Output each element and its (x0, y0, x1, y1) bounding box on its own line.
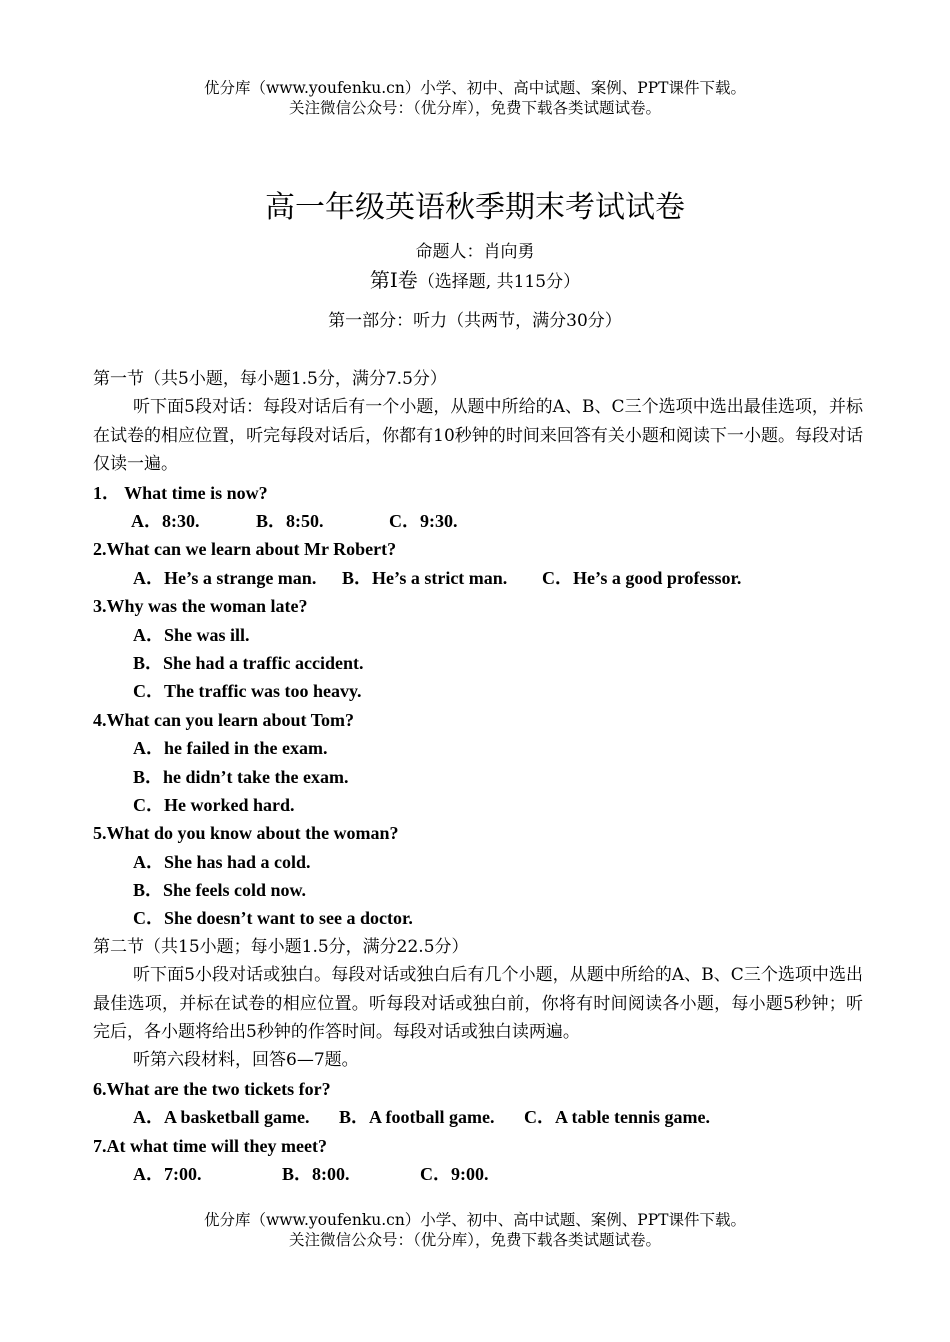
question-5-option-c: C．She doesn’t want to see a doctor. (133, 908, 413, 929)
footer-line-1: 优分库（www.youfenku.cn）小学、初中、高中试题、案例、PPT课件下载。 (203, 1211, 747, 1229)
option-a: A．A basketball game. (133, 1107, 310, 1128)
section1-instructions: 听下面5段对话：每段对话后有一个小题，从题中所给的A、B、C三个选项中选出最佳选项，并标在试卷的相应位置，听完每段对话后，你都有10秒钟的时间来回答有关小题和阅读下一小题。每段对话仅读一遍。 (93, 397, 863, 475)
exam-title: 高一年级英语秋季期末考试试卷 (265, 190, 685, 225)
exam-body (93, 365, 863, 1188)
option-a: A．He’s a strange man. (133, 567, 317, 588)
volume-main: 第Ⅰ卷 (369, 268, 418, 292)
option-b: B．8:50. (256, 511, 324, 531)
question-3-option-a: A．She was ill. (133, 624, 250, 645)
option-c: C．A table tennis game. (524, 1107, 710, 1128)
material-note: 听第六段材料，回答6—7题。 (133, 1050, 359, 1071)
question-4: 4.What can you learn about Tom? (93, 709, 355, 730)
part-heading: 第一部分：听力（共两节，满分30分） (328, 311, 622, 331)
volume-sub: （选择题, 共115分） (417, 272, 581, 292)
section1-heading: 第一节（共5小题，每小题1.5分，满分7.5分） (93, 369, 447, 389)
question-3-option-b: B．She had a traffic accident. (133, 652, 364, 673)
option-b: B．8:00. (282, 1164, 350, 1185)
question-5: 5.What do you know about the woman? (93, 823, 399, 844)
question-1-options (93, 507, 863, 535)
exam-author: 命题人：肖向勇 (415, 242, 535, 262)
question-3-option-c: C．The traffic was too heavy. (133, 681, 362, 702)
section2-instructions: 听下面5小段对话或独白。每段对话或独白后有几个小题，从题中所给的A、B、C三个选项中选出最佳选项，并标在试卷的相应位置。听每段对话或独白前，你将有时间阅读各小题，每小题5秒钟；听完后，各小题将给出5秒钟的作答时间。每段对话或独白读两遍。 (93, 965, 863, 1043)
section2-heading: 第二节（共15小题；每小题1.5分，满分22.5分） (93, 936, 469, 957)
question-5-option-a: A．She has had a cold. (133, 851, 311, 872)
question-6-options (93, 1103, 863, 1131)
page-header (0, 78, 950, 118)
question-5-option-b: B．She feels cold now. (133, 880, 307, 901)
question-7-options (93, 1160, 863, 1188)
question-1: 1． What time is now? (93, 482, 268, 503)
question-3: 3.Why was the woman late? (93, 596, 308, 617)
option-c: C．9:30. (389, 511, 458, 531)
question-7: 7.At what time will they meet? (93, 1135, 327, 1156)
question-4-option-c: C．He worked hard. (133, 794, 295, 815)
option-a: A．8:30. (131, 511, 200, 531)
option-c: C．9:00. (420, 1164, 489, 1185)
volume-heading (0, 266, 950, 296)
option-b: B．A football game. (339, 1107, 495, 1128)
option-a: A．7:00. (133, 1164, 202, 1185)
question-6: 6.What are the two tickets for? (93, 1078, 331, 1099)
question-4-option-a: A．he failed in the exam. (133, 738, 328, 759)
header-line-2: 关注微信公众号：（优分库），免费下载各类试题试卷。 (288, 99, 661, 117)
footer-line-2: 关注微信公众号：（优分库），免费下载各类试题试卷。 (288, 1231, 661, 1249)
header-line-1: 优分库（www.youfenku.cn）小学、初中、高中试题、案例、PPT课件下载。 (203, 79, 747, 97)
page-footer (0, 1210, 950, 1250)
question-4-option-b: B．he didn’t take the exam. (133, 766, 349, 787)
question-2-options (93, 564, 863, 592)
option-b: B．He’s a strict man. (342, 567, 508, 588)
option-c: C．He’s a good professor. (542, 567, 742, 588)
question-2: 2.What can we learn about Mr Robert? (93, 539, 397, 560)
